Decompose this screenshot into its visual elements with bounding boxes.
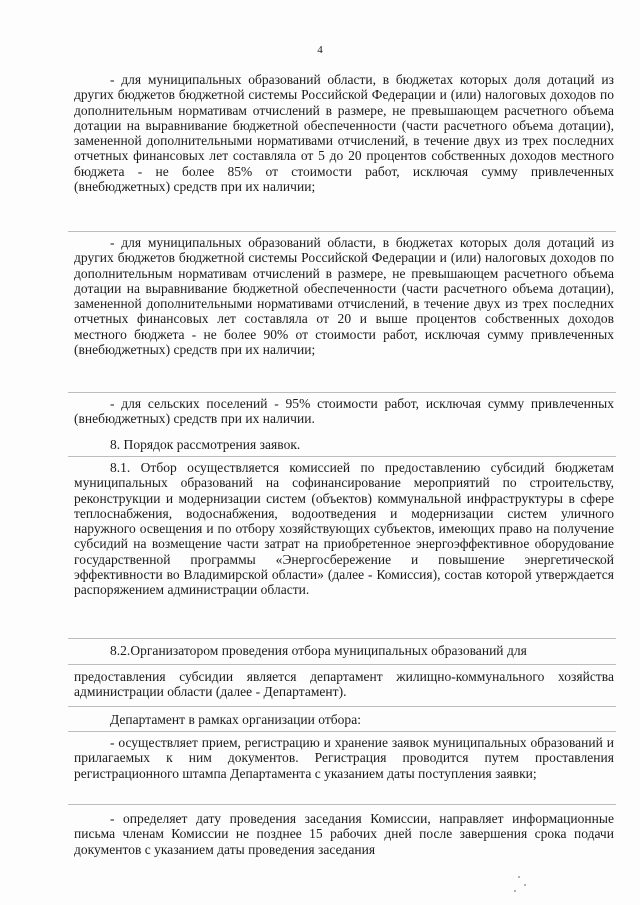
scan-divider: [68, 731, 616, 732]
scan-divider: [68, 638, 616, 639]
text-block-9: [74, 735, 614, 781]
text-block-1: [74, 72, 614, 194]
paragraph: предоставления субсидии является департамент жилищно-коммунального хозяйства администрации области (далее - Департамент).: [74, 669, 614, 700]
paragraph: - для сельских поселений - 95% стоимости работ, исключая сумму привлеченных (внебюджетных) средств при их наличии.: [74, 396, 614, 427]
paragraph: Департамент в рамках организации отбора:: [110, 712, 361, 727]
paragraph: - осуществляет прием, регистрацию и хранение заявок муниципальных образований и прилагаемых к ним документов. Регистрация проводится путем проставления регистрационного штампа Департамента с указанием даты поступления заявки;: [74, 735, 614, 781]
text-block-5: [74, 460, 614, 598]
paragraph: 8.2.Организатором проведения отбора муниципальных образований для: [110, 643, 527, 658]
scan-divider: [68, 664, 616, 665]
text-block-7: [74, 669, 614, 700]
text-block-8: [74, 712, 614, 727]
section-heading: 8. Порядок рассмотрения заявок.: [110, 437, 301, 452]
scan-divider: [68, 392, 616, 393]
text-block-6: [74, 643, 614, 658]
scan-speck: [518, 876, 520, 878]
scan-divider: [68, 231, 616, 232]
scan-divider: [68, 456, 616, 457]
paragraph: - определяет дату проведения заседания Комиссии, направляет информационные письма членам Комиссии не позднее 15 рабочих дней после завершения срока подачи документов с указанием даты проведения заседания: [74, 811, 614, 857]
text-block-2: [74, 235, 614, 357]
scan-speck: [514, 890, 516, 892]
text-block-3: [74, 396, 614, 427]
scan-divider: [68, 804, 616, 805]
paragraph: - для муниципальных образований области, в бюджетах которых доля дотаций из других бюджетов бюджетной системы Российской Федерации и (или) налоговых доходов по дополнительным нормативам отчислений в размере, не превышающем расчетного объема дотации на выравнивание бюджетной обеспеченности (части расчетного объема дотации), замененной дополнительными нормативами отчислений, в течение двух из трех последних отчетных финансовых лет составляла от 5 до 20 процентов собственных доходов местного бюджета - не более 85% от стоимости работ, исключая сумму привлеченных (внебюджетных) средств при их наличии;: [74, 72, 614, 195]
paragraph: - для муниципальных образований области, в бюджетах которых доля дотаций из других бюджетов бюджетной системы Российской Федерации и (или) налоговых доходов по дополнительным нормативам отчислений в размере, не превышающем расчетного объема дотации на выравнивание бюджетной обеспеченности (части расчетного объема дотации), замененной дополнительными нормативами отчислений, в течение двух из трех последних отчетных финансовых лет составляла от 20 и выше процентов собственных доходов местного бюджета - не более 90% от стоимости работ, исключая сумму привлеченных (внебюджетных) средств при их наличии;: [74, 235, 614, 358]
paragraph: 8.1. Отбор осуществляется комиссией по предоставлению субсидий бюджетам муниципальных образований на софинансирование мероприятий по строительству, реконструкции и модернизации систем (объектов) коммунальной инфраструктуры в сфере теплоснабжения, водоснабжения, водоотведения и модернизации систем уличного наружного освещения и по отбору хозяйствующих субъектов, имеющих право на получение субсидий на возмещение части затрат на приобретенное энергоэффективное оборудование государственной программы «Энергосбережение и повышение энергетической эффективности во Владимирской области» (далее - Комиссия), состав которой утверждается распоряжением администрации области.: [74, 460, 614, 598]
text-block-4: [74, 437, 614, 452]
text-block-10: [74, 811, 614, 857]
page-number: 4: [317, 44, 323, 56]
scan-divider: [68, 706, 616, 707]
scan-speck: [524, 884, 526, 886]
